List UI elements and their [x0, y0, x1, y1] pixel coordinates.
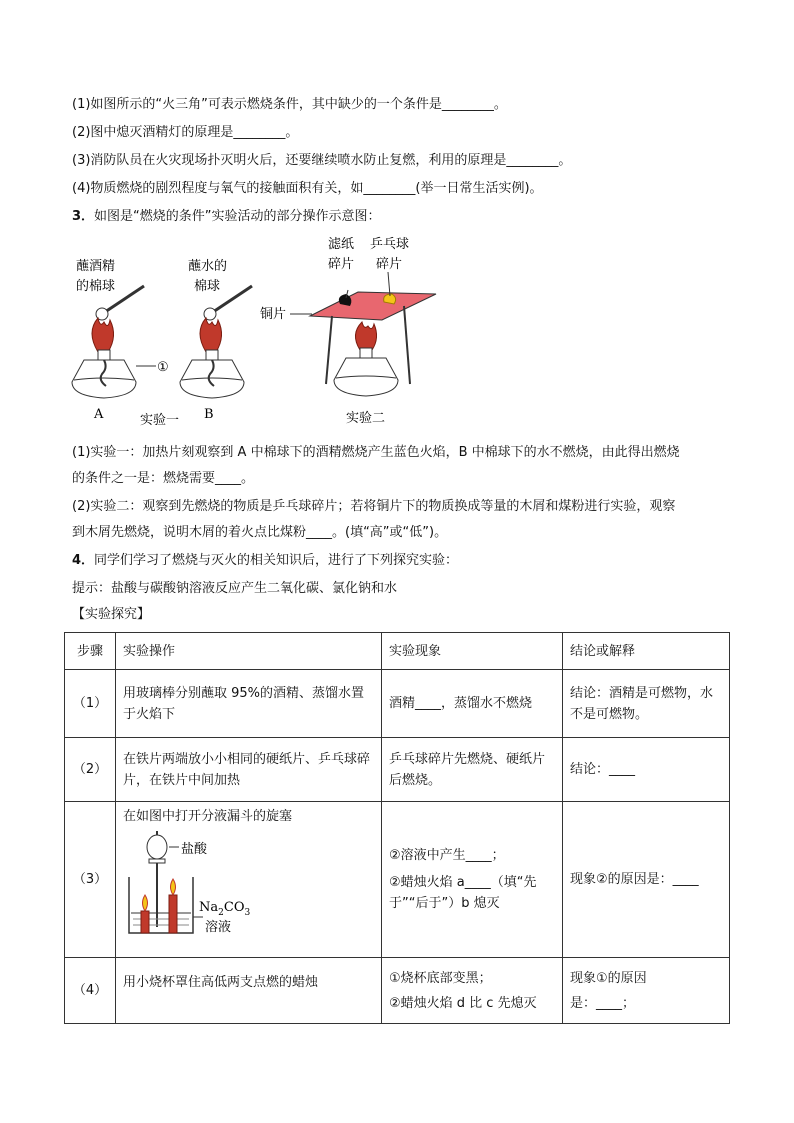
- header-operation: 实验操作: [116, 633, 382, 670]
- q2-sub4: (4)物质燃烧的剧烈程度与氧气的接触面积有关，如________(举一日常生活实例)。: [72, 181, 543, 196]
- table-row: [65, 802, 730, 958]
- copper-plate-setup: [310, 272, 436, 396]
- row4-conclusion-line2: 是：____；: [570, 995, 636, 1011]
- row1-operation: 用玻璃棒分别蘸取 95%的酒精、蒸馏水置于火焰下: [116, 670, 382, 738]
- row4-conclusion-cell: [563, 958, 730, 1024]
- table-header-row: [65, 633, 730, 670]
- header-step: 步骤: [65, 633, 116, 670]
- label-solution: 溶液: [205, 920, 232, 935]
- row3-phenomenon-cell: [382, 802, 563, 958]
- q3-stem: 如图是“燃烧的条件”实验活动的部分操作示意图：: [94, 209, 381, 224]
- q2-sub3: (3)消防队员在火灾现场扑灭明火后，还要继续喷水防止复燃，利用的原理是________。: [72, 153, 572, 168]
- header-conclusion: 结论或解释: [563, 633, 730, 670]
- label-water-top: 蘸水的: [188, 259, 228, 274]
- q3-sub1-line1: (1)实验一：加热片刻观察到 A 中棉球下的酒精燃烧产生蓝色火焰，B 中棉球下的水不燃烧，由此得出燃烧: [72, 445, 680, 460]
- label-pingpong-top: 乒乓球: [370, 237, 410, 252]
- row1-phenomenon: 酒精____，蒸馏水不燃烧: [382, 670, 563, 738]
- q4-number: 4．: [72, 553, 95, 568]
- row2-phenomenon: 乒乓球碎片先燃烧、硬纸片后燃烧。: [382, 738, 563, 802]
- q4-stem-line: [72, 552, 458, 570]
- experiment-table: [64, 632, 730, 1024]
- row4-phenomenon-line1: ①烧杯底部变黑；: [389, 970, 492, 986]
- row4-step: （4）: [65, 958, 116, 1024]
- row3-step: （3）: [65, 802, 116, 958]
- q2-sub2: (2)图中熄灭酒精灯的原理是________。: [72, 125, 299, 140]
- row1-step: （1）: [65, 670, 116, 738]
- q3-number: 3．: [72, 209, 95, 224]
- header-phenomenon: 实验现象: [382, 633, 563, 670]
- row3-phenomenon-line2: ②蜡烛火焰 a____（填“先: [389, 875, 537, 890]
- q2-sub1: (1)如图所示的“火三角”可表示燃烧条件，其中缺少的一个条件是________。: [72, 97, 507, 112]
- label-copper: 铜片: [260, 307, 287, 322]
- q4-hint: 提示：盐酸与碳酸钠溶液反应产生二氧化碳、氯化钠和水: [72, 581, 398, 596]
- q3-sub1-line2: 的条件之一是：燃烧需要____。: [72, 471, 255, 486]
- row1-conclusion: 结论：酒精是可燃物，水不是可燃物。: [563, 670, 730, 738]
- label-filter-bottom: 碎片: [328, 257, 355, 272]
- q3-stem-line: [72, 208, 381, 226]
- label-pingpong-bottom: 碎片: [376, 257, 403, 272]
- combustion-experiment-figure: [64, 232, 484, 432]
- label-na2co3: $Na_2CO_3$: [199, 900, 251, 918]
- q4-section-title: 【实验探究】: [72, 607, 151, 622]
- q3-sub2-line1: (2)实验二：观察到先燃烧的物质是乒乓球碎片；若将铜片下的物质换成等量的木屑和煤粉进行实验，观察: [72, 499, 676, 514]
- q4-stem: 同学们学习了燃烧与灭火的相关知识后，进行了下列探究实验：: [94, 553, 459, 568]
- funnel-beaker-figure: [123, 827, 283, 939]
- label-filter-top: 滤纸: [328, 237, 355, 252]
- row2-step: （2）: [65, 738, 116, 802]
- row2-conclusion: 结论：____: [563, 738, 730, 802]
- row4-conclusion-line1: 现象①的原因: [570, 970, 647, 986]
- label-water-bottom: 棉球: [194, 279, 221, 294]
- label-circle-1: ①: [157, 360, 169, 375]
- row3-operation: 在如图中打开分液漏斗的旋塞: [123, 809, 293, 824]
- row4-phenomenon-line2: ②蜡烛火焰 d 比 c 先熄灭: [389, 995, 537, 1011]
- alcohol-lamp-b: [180, 286, 252, 398]
- row3-phenomenon-line1: ②溶液中产生____；: [389, 848, 505, 863]
- label-exp1: 实验一: [140, 413, 180, 428]
- q3-sub2-line2: 到木屑先燃烧，说明木屑的着火点比煤粉____。(填“高”或“低”)。: [72, 525, 448, 540]
- table-row: [65, 738, 730, 802]
- label-hcl: 盐酸: [181, 842, 208, 857]
- row3-operation-cell: [116, 802, 382, 958]
- label-b: B: [204, 407, 214, 422]
- label-alcohol-bottom: 的棉球: [76, 279, 116, 294]
- row3-conclusion: 现象②的原因是：____: [563, 802, 730, 958]
- table-row: [65, 958, 730, 1024]
- row3-phenomenon-line3: 于”“后于”）b 熄灭: [389, 896, 500, 911]
- row2-operation: 在铁片两端放小小相同的硬纸片、乒乓球碎片，在铁片中间加热: [116, 738, 382, 802]
- alcohol-lamp-a: [72, 286, 144, 398]
- label-exp2: 实验二: [346, 411, 386, 426]
- row4-operation: 用小烧杯罩住高低两支点燃的蜡烛: [116, 958, 382, 1024]
- table-row: [65, 670, 730, 738]
- row4-phenomenon-cell: [382, 958, 563, 1024]
- label-alcohol-top: 蘸酒精: [76, 259, 116, 274]
- label-a: A: [94, 407, 104, 422]
